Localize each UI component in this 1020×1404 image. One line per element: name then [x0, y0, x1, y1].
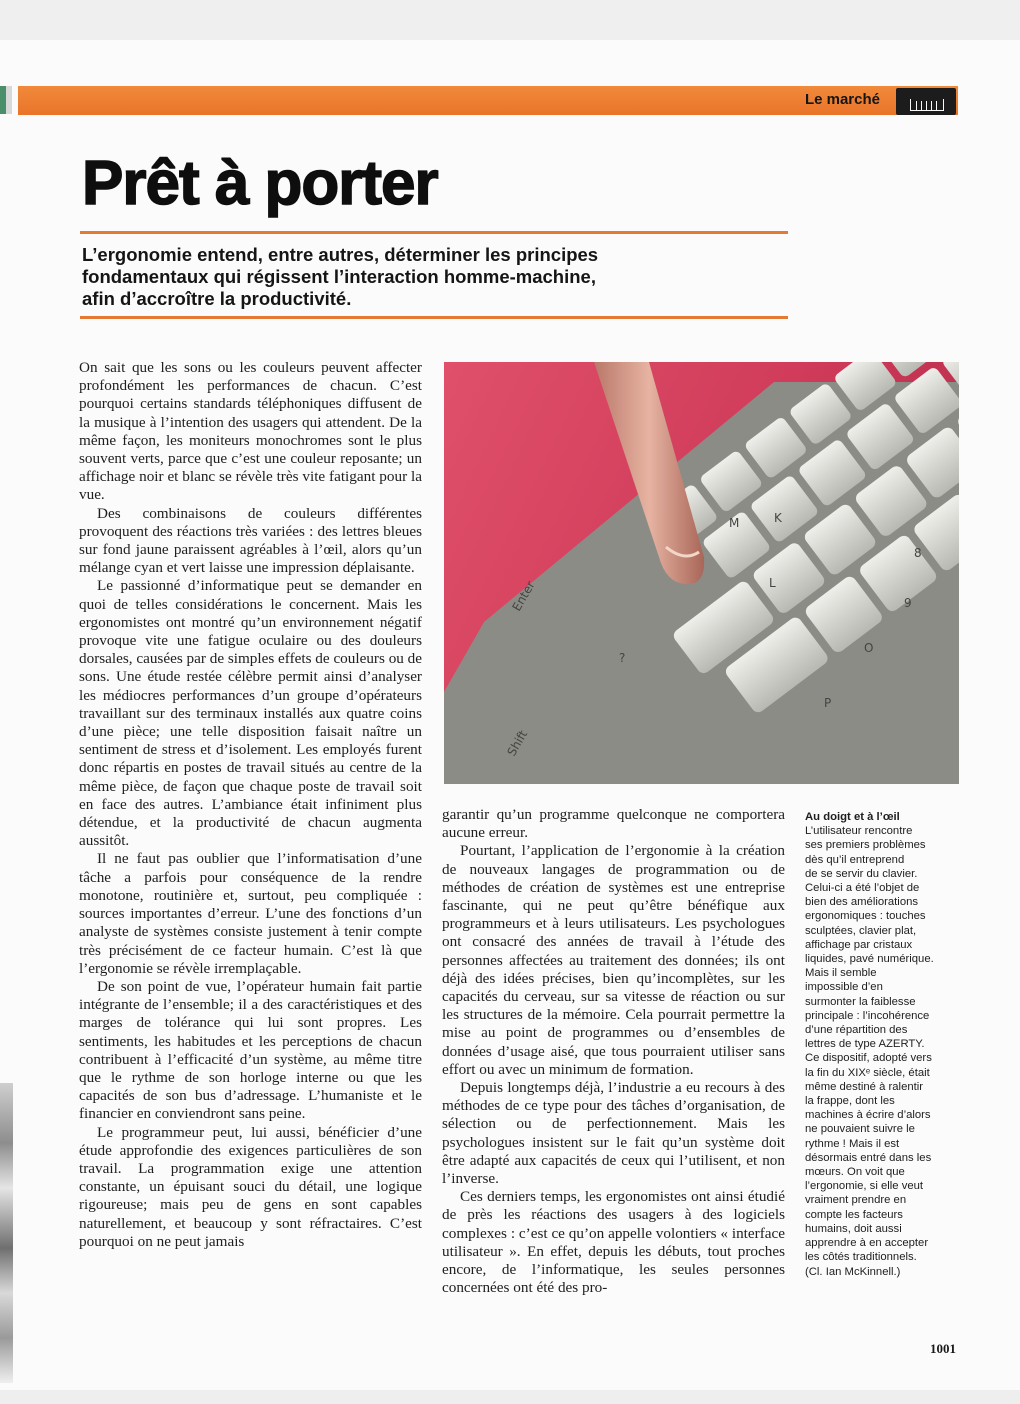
photo-caption [805, 810, 960, 1279]
page-edge-shadow [6, 86, 12, 114]
lead-line: afin d’accroître la productivité. [82, 288, 352, 309]
lead-line: fondamentaux qui régissent l’interaction homme-machine, [82, 266, 596, 287]
paragraph: Pourtant, l’application de l’ergonomie à la création de nouveaux langages de programmation ou de méthodes de création de systèmes est une entreprise fascinante, qui ne peut qu’être bénéfique aux programmeurs et à leurs utilisateurs. Les psychologues ont consacré des années de travail à l’étude des personnes affectées au traitement des données; ils ont déjà des idées précises, bien qu’incomplètes, sur les capacités du cerveau, sur sa vitesse de réaction ou sur les structures de la mémoire. Cela pourrait permettre la mise au point de programmes ou d’ensembles de données d’usage aisé, que tous pourraient utiliser sans effort ou avec un minimum de formation. [442, 842, 785, 1078]
paragraph: Le programmeur peut, lui aussi, bénéficier d’une étude approfondie des exigences particulières de son travail. La programmation exige une attention constante, un épuisant souci du détail, une logique rigoureuse; mais peu de gens en sont capables naturellement, et beaucoup y sont réfractaires. C’est pourquoi on ne peut jamais [79, 1123, 422, 1250]
caption-line: bien des améliorations [805, 896, 919, 909]
caption-line: affichage par cristaux [805, 938, 913, 951]
caption-line: rythme ! Mais il est [805, 1137, 900, 1150]
section-label: Le marché [804, 91, 880, 108]
caption-line: surmonter la faiblesse [805, 995, 916, 1008]
caption-line: la fin du XIXᵉ siècle, était [805, 1066, 930, 1079]
caption-line: Ce dispositif, adopté vers [805, 1052, 932, 1065]
paragraph: Le passionné d’informatique peut se demander en quoi de telles considérations le concernent. Mais les ergonomistes ont montré qu’un environnement négatif provoque vite une fatigue oculaire ou des douleurs dorsales, causées par de simples effets de couleurs ou de sons. Une étude restée célèbre permit ainsi d’analyser les médiocres performances d’un groupe d’opérateurs travaillant sur des terminaux installés aux quatre coins d’une pièce; une telle disposition faisait naître un sentiment de stress et d’isolement. Les employés furent donc répartis en postes de travail situés au centre de la même pièce, de façon que chaque poste de travail soit en face des autres. L’ambiance était infiniment plus détendue, et la productivité de chacun augmenta aussitôt. [79, 577, 423, 850]
caption-line: désormais entré dans les [805, 1151, 932, 1164]
title-rule-top [80, 231, 788, 234]
article-title: Prêt à porter [82, 149, 438, 218]
paragraph: Il ne faut pas oublier que l’informatisation d’une tâche a parfois pour conséquence de la rendre monotone, routinière et, surtout, peu compliquée : sources importantes d’erreur. L’une des fonctions d’un analyste de systèmes consiste justement à tenir compte très précisément de ce facteur humain. C’est là que l’ergonomie se révèle irremplaçable. [79, 850, 422, 977]
caption-line: de se servir du clavier. [805, 867, 918, 880]
paragraph: Ces derniers temps, les ergonomistes ont ainsi étudié de près les réactions des usagers à des logiciels complexes : c’est ce qu’on appelle volontiers « interface utilisateur ». En effet, depuis les débuts, tout proches encore, de l’informatique, les seules personnes concernées ont été des pro- [442, 1188, 785, 1297]
caption-line: apprendre à en accepter [805, 1237, 929, 1250]
caption-line: compte les facteurs [805, 1208, 903, 1221]
caption-line: ne pouvaient suivre le [805, 1123, 915, 1136]
caption-line: machines à écrire d’alors [805, 1109, 931, 1122]
caption-line: L’utilisateur rencontre [805, 825, 913, 838]
caption-line: mœurs. On voit que [805, 1166, 905, 1179]
key-label: K [774, 511, 782, 525]
key-label: ? [619, 651, 626, 665]
page-number: 1001 [930, 1341, 956, 1356]
key-label: P [824, 696, 832, 710]
body-column-middle [442, 806, 785, 1297]
key-label: Enter [509, 578, 538, 614]
caption-line: ergonomiques : touches [805, 910, 926, 923]
section-header-band [18, 86, 958, 115]
caption-line: principale : l’incohérence [805, 1009, 930, 1022]
lead-rule-bottom [80, 316, 788, 319]
caption-line: dès qu’il entreprend [805, 853, 905, 866]
lead-line: L’ergonomie entend, entre autres, déterminer les principes [82, 244, 599, 265]
paragraph: De son point de vue, l’opérateur humain fait partie intégrante de l’ensemble; il a des caractéristiques et des marges de tolérance qui lui sont propres. Les sentiments, les habitudes et les perceptions de chacun contribuent à l’efficacité d’un système, au même titre que le rythme de son horloge interne ou que les capacités de son bus d’adressage. L’humaniste et le financier en conviendront sans peine. [79, 977, 422, 1123]
caption-line: même destiné à ralentir [805, 1080, 924, 1093]
key-label: M [729, 516, 740, 530]
caption-title: Au doigt et à l’œil [805, 811, 900, 823]
paragraph: On sait que les sons ou les couleurs peuvent affecter profondément les performances de chacun. C’est pourquoi certains standards téléphoniques diffusent de la musique à l’intention des usagers qui attendent. De la même façon, les moniteurs monochromes sont le plus souvent verts, parce que c’est une couleur reposante; un affichage noir et blanc se révèle très vite fatigant pour la vue. [79, 359, 422, 504]
keyboard-icon [896, 88, 956, 115]
key-label: 9 [904, 596, 912, 610]
key-label: Shift [504, 727, 531, 759]
caption-line: ses premiers problèmes [805, 839, 926, 852]
caption-line: la frappe, dont les [805, 1095, 895, 1108]
key-label: L [769, 576, 776, 590]
caption-line: les côtés traditionnels. [805, 1251, 917, 1264]
caption-line: Mais il semble [805, 967, 877, 980]
keyboard-photo-graphic [444, 362, 959, 784]
keyboard-photo [444, 362, 959, 784]
caption-line: (Cl. Ian McKinnell.) [805, 1265, 901, 1278]
paragraph: garantir qu’un programme quelconque ne comportera aucune erreur. [442, 806, 785, 842]
paragraph: Des combinaisons de couleurs différentes provoquent des réactions très variées : des lettres bleues sur fond jaune paraissent agréables à l’œil, alors qu’un mélange cyan et vert laisse une impression déplaisante. [79, 504, 422, 577]
page-bottom-margin [0, 1390, 1020, 1404]
caption-line: vraiment prendre en [805, 1194, 907, 1207]
caption-line: l’ergonomie, si elle veut [805, 1180, 924, 1193]
caption-line: humains, doit aussi [805, 1222, 902, 1235]
caption-line: liquides, pavé numérique. [805, 953, 934, 966]
caption-line: Celui-ci a été l’objet de [805, 882, 920, 895]
adjacent-page-photo-edge [0, 1083, 13, 1383]
caption-line: sculptées, clavier plat, [805, 924, 917, 937]
key-label: 8 [914, 546, 922, 560]
caption-line: lettres de type AZERTY. [805, 1038, 925, 1051]
article-lead [82, 244, 782, 310]
caption-line: impossible d’en [805, 981, 883, 994]
page-top-margin [0, 0, 1020, 40]
caption-line: d’une répartition des [805, 1024, 908, 1037]
paragraph: Depuis longtemps déjà, l’industrie a eu recours à des méthodes de ce type pour des tâches d’organisation, de sélection ou de perfectionnement. Mais les psychologues insistent sur le fait qu’un système doit être adapté aux capacités de ceux qui l’utilisent, et non l’inverse. [442, 1079, 785, 1188]
key-label: O [864, 641, 874, 655]
body-column-left [79, 359, 422, 1251]
